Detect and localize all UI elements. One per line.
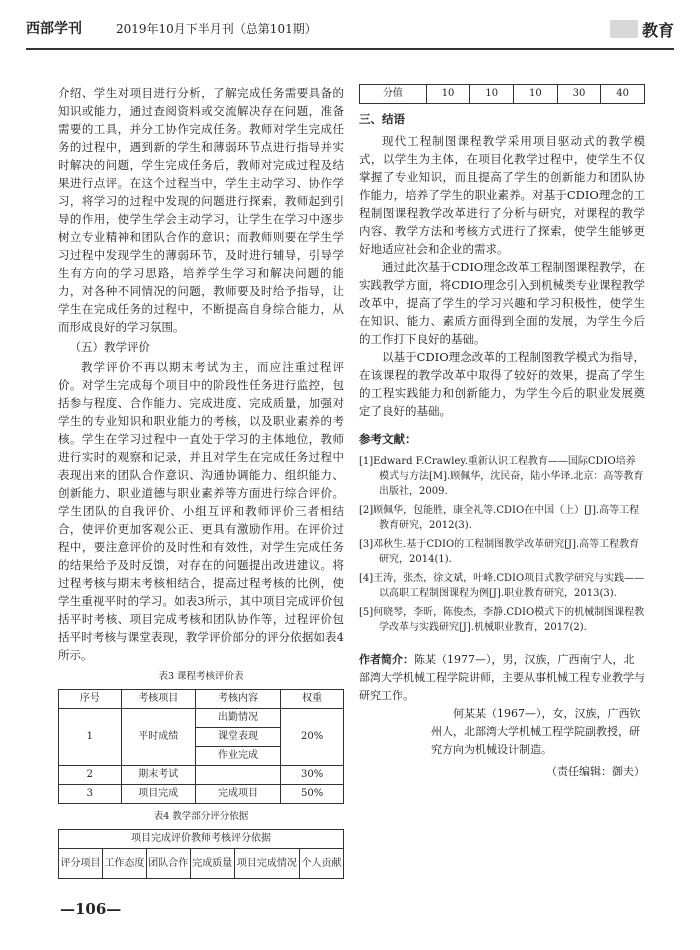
body-paragraph: 通过此次基于CDIO理念改革工程制图课程教学，在实践教学方面，将CDIO理念引入到机械类专业课程教学改革中，提高了学生的学习兴趣和学习积极性，使学生在知识、能力、素质方面得到全面的发展，为学生今后的工作打下良好的基础。: [359, 260, 645, 346]
col-header: 个人贡献: [300, 849, 344, 879]
page-number: —106—: [60, 900, 122, 918]
table-cell: 10: [470, 85, 514, 104]
table-cell: 2: [59, 766, 122, 785]
section-heading: 三、结语: [359, 112, 405, 126]
body-paragraph: 现代工程制图课程教学采用项目驱动式的教学模式，以学生为主体，在项目化教学过程中，使学生不仅掌握了专业知识，而且提高了学生的创新能力和团队协作能力，培养了学生的职业素养。对基于CDIO理念的工程制图课程教学改革进行了分析与研究，对课程的教学内容、教学方法和考核方式进行了探索，使学生能够更好地适应社会和企业的需求。: [359, 134, 645, 256]
score-row-table: [359, 84, 645, 104]
col-header: 考核内容: [195, 690, 281, 709]
grading-table: [58, 829, 344, 879]
table-cell: 50%: [281, 785, 344, 804]
bio-label: 作者简介：: [359, 653, 414, 666]
table-cell: 30: [557, 85, 601, 104]
table-cell: 10: [426, 85, 470, 104]
reference-item: [1]Edward F.Crawley.重新认识工程教育——国际CDIO培养模式与方法[M].顾佩华，沈民奋，陆小华译.北京：高等教育出版社，2009.: [359, 456, 644, 497]
table-cell: 项目完成: [121, 785, 195, 804]
table-cell: 分值: [360, 85, 427, 104]
body-paragraph: 教学评价不再以期末考试为主，而应注重过程评价。对学生完成每个项目中的阶段性任务进行监控，包括参与程度、合作能力、完成进度、完成质量，加强对学生的专业知识和职业能力的考核，以及职业素养的考核。学生在学习过程中一直处于学习的主体地位，教师进行实时的观察和记录，并且对学生在完成任务过程中表现出来的团队合作意识、沟通协调能力、组织能力、创新能力、职业道德与职业素养等方面进行综合评价。学生团队的自我评价、小组互评和教师评价三者相结合，使评价更加客观公正、更具有激励作用。在评价过程中，要注意评价的及时性和有效性，对学生完成任务的结果给予及时反馈，对存在的问题提出改进建议。将过程考核与期末考核相结合，提高过程考核的比例，使学生重视平时的学习。如表3所示，其中项目完成评价包括平时考核、项目完成考核和团队协作等，过程评价包括平时考核与课堂表现，教学评价部分的评分依据如表4所示。: [58, 360, 344, 662]
reference-item: [3]邓秋生.基于CDIO的工程制图教学改革研究[J].高等工程教育研究，2014(1).: [359, 539, 640, 565]
table-cell: 完成项目: [195, 785, 281, 804]
table-cell: 3: [59, 785, 122, 804]
table-cell: 1: [59, 709, 122, 766]
table-cell: [195, 766, 281, 785]
table-row: [59, 766, 344, 785]
section-label: 教育: [642, 18, 674, 41]
table-row: [59, 785, 344, 804]
table-cell: 作业完成: [195, 747, 281, 766]
bio-text: 陈某（1977—），男，汉族，广西南宁人，北部湾大学机械工程学院讲师，主要从事机械工程专业教学与研究工作。: [359, 653, 645, 702]
body-paragraph: 以基于CDIO理念改革的工程制图教学模式为指导，在该课程的教学改革中取得了较好的效果，提高了学生的工程实践能力和创新能力，为学生今后的职业发展奠定了良好的基础。: [359, 350, 645, 418]
table-row: [59, 709, 344, 728]
references-list: [359, 454, 645, 635]
table-cell: 课堂表现: [195, 728, 281, 747]
left-column: [58, 84, 344, 879]
table-cell: 平时成绩: [121, 709, 195, 766]
assessment-table: [58, 689, 344, 804]
table-cell: 期末考试: [121, 766, 195, 785]
right-column: [359, 84, 645, 781]
table-cell: 20%: [281, 709, 344, 766]
references-title: 参考文献：: [359, 432, 417, 446]
table-cell: 40: [601, 85, 645, 104]
table4-caption: 表4 教学部分评分依据: [153, 811, 249, 822]
table-cell: 出勤情况: [195, 709, 281, 728]
col-header: 考核项目: [121, 690, 195, 709]
table3-caption: 表3 课程考核评价表: [158, 671, 244, 682]
col-header: 权重: [281, 690, 344, 709]
col-header: 项目完成情况: [234, 849, 299, 879]
subsection-heading: （五）教学评价: [69, 340, 150, 354]
table-cell: 10: [514, 85, 558, 104]
author-bio: [359, 651, 645, 759]
page-header: [26, 12, 674, 50]
reference-item: [5]何晓琴，李昕，陈俊杰，李静.CDIO模式下的机械制图课程教学改革与实践研究[J].机械职业教育，2017(2).: [359, 607, 645, 633]
editor-note: （责任编辑：御夫）: [546, 765, 645, 778]
col-header: 评分项目: [59, 849, 103, 879]
reference-item: [2]顾佩华，包能胜，康全礼等.CDIO在中国（上）[J].高等工程教育研究，2012(3).: [359, 505, 640, 531]
issue-info: 2019年10月下半月刊（总第101期）: [116, 22, 317, 36]
journal-name: 西部学刊: [26, 21, 82, 37]
table-row: [360, 85, 645, 104]
table-title: 项目完成评价教师考核评分依据: [59, 830, 344, 849]
reference-item: [4]王涛，张杰，徐文斌，叶峰.CDIO项目式教学研究与实践——以高职工程制图课程为例[J].职业教育研究，2013(3).: [359, 573, 645, 599]
body-paragraph: 介绍、学生对项目进行分析，了解完成任务需要具备的知识或能力，通过查阅资料或交流解决存在问题，准备需要的工具，并分工协作完成任务。教师对学生完成任务的过程中，遇到新的学生和薄弱环节点进行指导并实时解决的问题，学生完成任务后，教师对完成过程及结果进行点评。在这个过程当中，学生主动学习、协作学习，将学习的过程中发现的问题进行探索，教师起到引导的作用，使学生学会主动学习，让学生在学习中逐步树立专业精神和团队合作的意识；而教师则要在学生学习过程中发现学生的薄弱环节，及时进行辅导，引导学生有方向的学习思路，培养学生学习和解决问题的能力，对各种不同情况的问题，教师要及时给予指导，让学生在完成任务的过程中，不断提高自身综合能力，从而形成良好的学习氛围。: [58, 86, 344, 334]
table-cell: 30%: [281, 766, 344, 785]
col-header: 团队合作: [146, 849, 190, 879]
col-header: 工作态度: [102, 849, 146, 879]
col-header: 序号: [59, 690, 122, 709]
bio-text: 何某某（1967—），女，汉族，广西钦州人，北部湾大学机械工程学院副教授，研究方向为机械设计制造。: [431, 707, 641, 756]
col-header: 完成质量: [190, 849, 234, 879]
